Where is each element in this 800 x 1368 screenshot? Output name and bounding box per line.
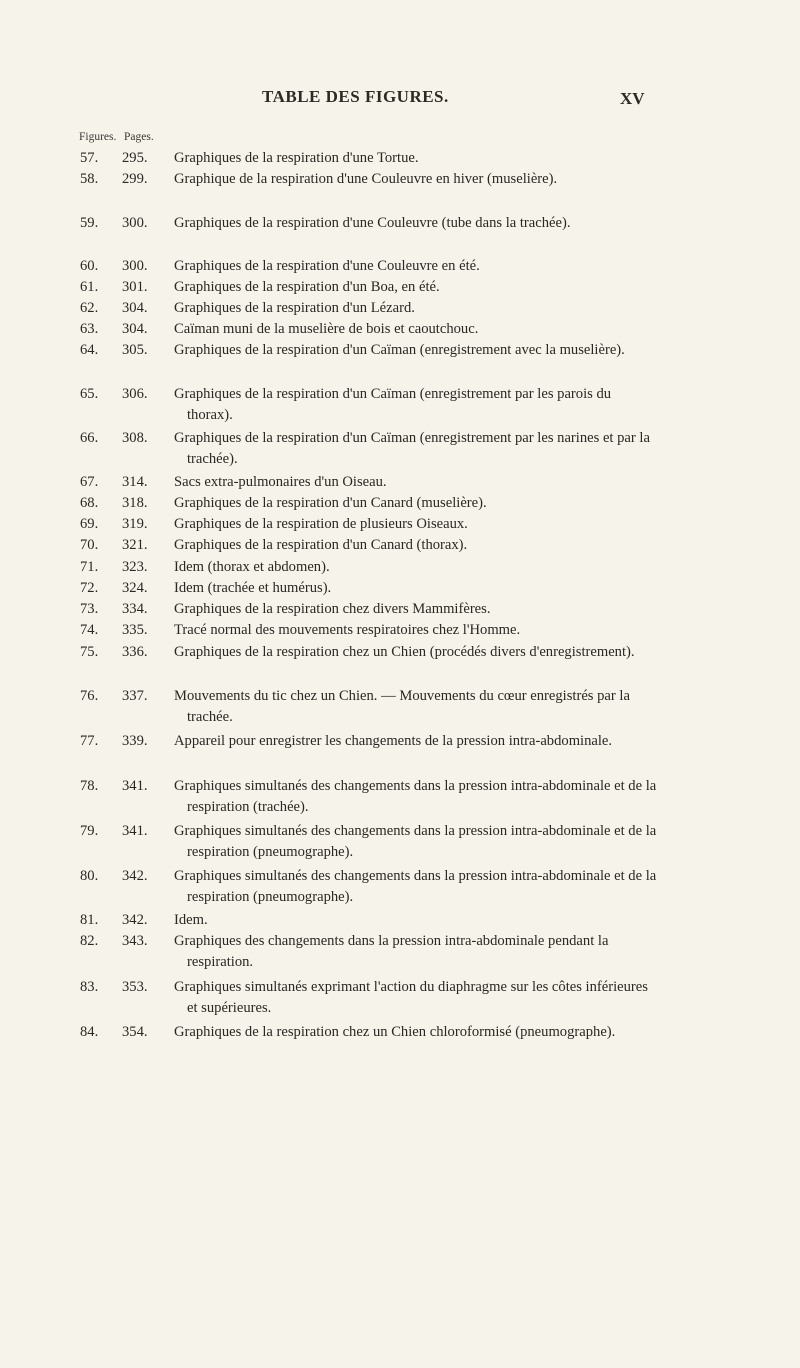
- figure-number: 68.: [80, 495, 99, 511]
- page-reference: 343.: [122, 933, 148, 949]
- figure-number: 66.: [80, 430, 99, 446]
- page-title: TABLE DES FIGURES.: [262, 87, 449, 106]
- page-reference: 334.: [122, 601, 148, 617]
- figure-description: Graphiques de la respiration d'une Tortue.: [174, 150, 419, 166]
- figure-number: 65.: [80, 386, 99, 402]
- figure-number: 73.: [80, 601, 99, 617]
- page-reference: 341.: [122, 778, 148, 794]
- figure-description: Idem (thorax et abdomen).: [174, 559, 330, 575]
- page-reference: 336.: [122, 644, 148, 660]
- figure-number: 82.: [80, 933, 99, 949]
- figure-number: 79.: [80, 823, 99, 839]
- page-reference: 339.: [122, 733, 148, 749]
- figure-description: Graphiques de la respiration d'un Caïman (enregistrement par les narines et par la trachée).: [174, 430, 650, 468]
- figure-description: Graphique de la respiration d'une Couleuvre en hiver (muselière).: [174, 171, 558, 187]
- page-reference: 353.: [122, 979, 148, 995]
- page-reference: 305.: [122, 342, 148, 358]
- figure-description: Idem.: [174, 912, 208, 928]
- page-reference: 300.: [122, 258, 148, 274]
- figure-number: 67.: [80, 474, 99, 490]
- page-reference: 299.: [122, 171, 148, 187]
- page-reference: 295.: [122, 150, 148, 166]
- page-reference: 300.: [122, 215, 148, 231]
- figure-number: 69.: [80, 516, 99, 532]
- page-reference: 323.: [122, 559, 148, 575]
- figure-description: Graphiques de la respiration de plusieurs Oiseaux.: [174, 516, 468, 532]
- figure-description: Tracé normal des mouvements respiratoires chez l'Homme.: [174, 622, 521, 638]
- page-reference: 335.: [122, 622, 148, 638]
- figure-number: 81.: [80, 912, 99, 928]
- page-reference: 321.: [122, 537, 148, 553]
- figure-description: Graphiques de la respiration chez un Chien (procédés divers d'enregistrement).: [174, 644, 635, 660]
- figure-description: Graphiques de la respiration d'un Lézard.: [174, 300, 415, 316]
- figure-description: Caïman muni de la muselière de bois et caoutchouc.: [174, 321, 479, 337]
- running-head: [0, 87, 800, 113]
- figure-number: 72.: [80, 580, 99, 596]
- figure-description: Graphiques de la respiration d'un Caïman (enregistrement avec la muselière).: [174, 342, 625, 358]
- page-reference: 308.: [122, 430, 148, 446]
- figure-number: 62.: [80, 300, 99, 316]
- figure-number: 78.: [80, 778, 99, 794]
- page-reference: 319.: [122, 516, 148, 532]
- figure-number: 59.: [80, 215, 99, 231]
- figure-number: 80.: [80, 868, 99, 884]
- figure-number: 77.: [80, 733, 99, 749]
- figure-description: Graphiques de la respiration d'un Boa, en été.: [174, 279, 440, 295]
- figure-description: Sacs extra-pulmonaires d'un Oiseau.: [174, 474, 387, 490]
- figure-number: 58.: [80, 171, 99, 187]
- figure-number: 70.: [80, 537, 99, 553]
- page-reference: 306.: [122, 386, 148, 402]
- figure-description: Mouvements du tic chez un Chien. — Mouvements du cœur enregistrés par la trachée.: [174, 688, 630, 726]
- figure-description: Graphiques simultanés des changements dans la pression intra-abdominale et de la respiration (trachée).: [174, 778, 657, 816]
- figure-description: Graphiques des changements dans la pression intra-abdominale pendant la respiration.: [174, 933, 609, 971]
- figure-description: Graphiques simultanés des changements dans la pression intra-abdominale et de la respiration (pneumographe).: [174, 868, 657, 906]
- column-header-figures: Figures.: [79, 131, 117, 143]
- page-reference: 304.: [122, 321, 148, 337]
- figure-number: 60.: [80, 258, 99, 274]
- figure-description: Graphiques de la respiration d'un Canard (muselière).: [174, 495, 487, 511]
- figure-description: Idem (trachée et humérus).: [174, 580, 332, 596]
- figure-number: 75.: [80, 644, 99, 660]
- page-reference: 314.: [122, 474, 148, 490]
- figure-description: Graphiques simultanés des changements dans la pression intra-abdominale et de la respiration (pneumographe).: [174, 823, 657, 861]
- page-reference: 301.: [122, 279, 148, 295]
- figure-description: Graphiques de la respiration d'une Couleuvre (tube dans la trachée).: [174, 215, 571, 231]
- figure-description: Graphiques de la respiration chez un Chien chloroformisé (pneumographe).: [174, 1024, 616, 1040]
- figure-description: Graphiques de la respiration chez divers Mammifères.: [174, 601, 491, 617]
- column-header-pages: Pages.: [124, 131, 154, 143]
- figure-description: Graphiques simultanés exprimant l'action du diaphragme sur les côtes inférieures et supérieures.: [174, 979, 648, 1017]
- figure-number: 76.: [80, 688, 99, 704]
- page-reference: 341.: [122, 823, 148, 839]
- page-reference: 304.: [122, 300, 148, 316]
- page-reference: 324.: [122, 580, 148, 596]
- page-reference: 354.: [122, 1024, 148, 1040]
- figure-number: 83.: [80, 979, 99, 995]
- figure-description: Appareil pour enregistrer les changements de la pression intra-abdominale.: [174, 733, 613, 749]
- page-reference: 342.: [122, 868, 148, 884]
- figure-number: 57.: [80, 150, 99, 166]
- figure-description: Graphiques de la respiration d'un Caïman (enregistrement par les parois du thorax).: [174, 386, 612, 424]
- page-reference: 342.: [122, 912, 148, 928]
- figure-description: Graphiques de la respiration d'un Canard (thorax).: [174, 537, 468, 553]
- figure-description: Graphiques de la respiration d'une Couleuvre en été.: [174, 258, 480, 274]
- figure-number: 84.: [80, 1024, 99, 1040]
- figure-number: 64.: [80, 342, 99, 358]
- figure-number: 61.: [80, 279, 99, 295]
- page-number: XV: [620, 89, 645, 108]
- figure-number: 74.: [80, 622, 99, 638]
- column-headers: [0, 131, 800, 149]
- page-reference: 318.: [122, 495, 148, 511]
- figure-number: 71.: [80, 559, 99, 575]
- page-reference: 337.: [122, 688, 148, 704]
- figure-number: 63.: [80, 321, 99, 337]
